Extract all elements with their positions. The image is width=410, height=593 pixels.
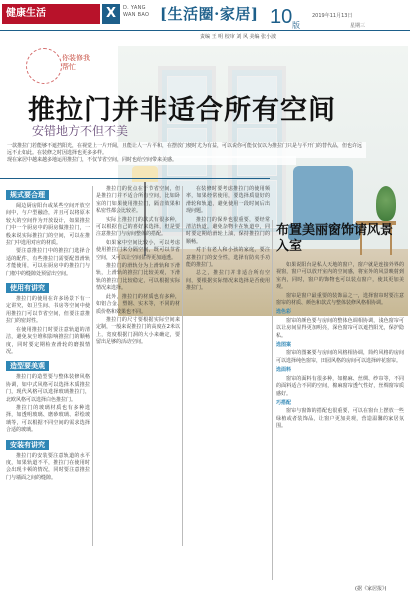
article-column-3 — [186, 186, 270, 294]
sidebar-subheading: 巧搭配 — [276, 399, 292, 406]
sidebar-title: 布置美丽窗饰请风景入室 — [276, 223, 394, 254]
plant-illustration — [376, 186, 396, 221]
article-column-1 — [6, 186, 90, 483]
paragraph: 推拉门的保养也很重要，要经常清洁轨道，避免杂物卡在轨道中，同时要定期给滑轮上油，保持推拉门的顺畅。 — [186, 216, 270, 245]
newspaper-logo: 健康生活 — [2, 4, 100, 24]
paragraph: 在装修时要考虑推拉门的使用频率，如果经常使用，要选择质量好的滑轮和轨道，避免使用一段时间后出现问题。 — [186, 186, 270, 215]
column-divider — [272, 220, 273, 580]
headline: 推拉门并非适合所有空间 — [28, 95, 336, 126]
header-rule — [0, 30, 410, 31]
sidebar-subheading: 选面料 — [276, 367, 292, 374]
page-label: 版 — [292, 21, 300, 30]
paragraph: 要注意推拉门中的推拉门选择合适的配件，有些推拉门需要配置滑轨才能使用，可以在厨房中的推拉门与门框中的缝隙处预留出空间。 — [6, 248, 90, 277]
paragraph: 推拉门的玻璃材质也有多种选择，如透明玻璃、磨砂玻璃、彩绘玻璃等，可以根据不同空间的需求选择合适的玻璃。 — [6, 404, 90, 434]
paragraph: 推拉门的滑轨分为上滑轨和下滑轨，上滑轨的推拉门比较美观，下滑轨的推拉门比较稳定，可以根据实际情况来选择。 — [96, 263, 180, 292]
paragraph: 在使用推拉门时要注意轨道的清洁，避免灰尘堆积影响推拉门的顺畅度，同时要定期检查滑轮的磨损情况。 — [6, 326, 90, 355]
paragraph: 如果说阳台是私人天地的窗户，窗户就是连接外界的视窗，窗户可以放开室内的空间感，将室外的风景映射到室内，同时，窗户的饰物也可以装点窗户，使其更加美观。 — [276, 262, 404, 291]
paragraph: 窗帘的面料有很多种，如棉麻、丝绸、纱帘等，不同的面料适合不同的空间，棉麻窗帘透气性好，丝绸窗帘质感好。 — [276, 375, 404, 397]
xd-badge-sub: D. YANG WAN BAO — [123, 5, 150, 18]
paragraph: 窗帘的颜色要与房间的整体色调相协调，浅色窗帘可以让房间显得更加明亮，深色窗帘可以遮挡阳光，保护隐私。 — [276, 317, 404, 339]
paragraph: 窗帘与窗饰的搭配也很重要，可以在窗台上摆放一些绿植或者装饰品，让窗户更加美观，营造温馨的家居氛围。 — [276, 408, 404, 430]
lead-paragraph: 现在家居中越来越多地运用推拉门，不仅节省空间，同时也给空间带来美感。 — [6, 156, 296, 165]
section-heading: 造型要美观 — [6, 361, 49, 371]
column-divider — [92, 186, 93, 546]
paragraph: 推拉门的使用在许多场景下有一定讲究，如卫生间、书房等空间中使用推拉门可以节省空间，但要注意推拉门的密封性。 — [6, 296, 90, 325]
source-byline: (据《家居报》) — [355, 586, 387, 592]
paragraph: 总之，推拉门并非适合所有空间，要根据实际情况来选择是否使用推拉门。 — [186, 270, 270, 292]
sidebar-article — [276, 262, 404, 432]
paragraph: 如果家中空间比较小，可以考虑使用推拉门来分隔空间，既可以节省空间，又可以让空间显得更加通透。 — [96, 239, 180, 261]
sidebar-subheading: 选图案 — [276, 342, 292, 349]
paragraph: 推拉门的尺寸要根据实际空间来定制，一般来说推拉门的高度在2米以上，宽度根据门洞的大小来确定，要留出足够的活动空间。 — [96, 316, 180, 346]
page-number: 10 — [270, 6, 293, 28]
paragraph: 推拉门的安装要注意轨道的水平度，如果轨道不平，推拉门在使用时会出现卡顿的情况，同时要注意推拉门与墙面之间的缝隙。 — [6, 452, 90, 481]
paragraph: 推拉门的造型要与整体装修风格协调，如中式风格可以选择木质推拉门，现代风格可以选择玻璃推拉门，北欧风格可以选择白色推拉门。 — [6, 374, 90, 403]
issue-weekday: 星期三 — [350, 23, 366, 29]
article-column-2 — [96, 186, 180, 348]
paragraph: 阔边厨房阳台或某些空间开放空间中，与户型融洽，并且可以将原本较大的空间作为开放设计，如果推拉门中一个厨房中的厨房做推拉门，一般来说实际推拉门的空间，可以在推拉门中选用对应的材质。 — [6, 203, 90, 247]
section-heading: 安装有讲究 — [6, 440, 49, 450]
column-divider — [182, 186, 183, 546]
page-header — [0, 0, 410, 40]
section-heading: 规式要合理 — [6, 190, 49, 200]
issue-date: 2019年11月13日 — [312, 13, 353, 19]
sidebar-subheading: 选色彩 — [276, 309, 292, 316]
column-badge: 你装修我帮忙 — [62, 54, 90, 71]
subheadline: 安错地方不但不美 — [32, 124, 129, 138]
paragraph: 对于有老人和小孩的家庭，要注意推拉门的安全性，选择有防夹手功能的推拉门。 — [186, 247, 270, 269]
photo-caption: 一款推拉门若能够不遮挡阳光，在视觉上一片开阔，且能让人一片平和，在摆放门便时尤为有益，可以说你可能仅仅以为推拉门只是与平开门的替代品，但也许远远不止如此。在装修之时因选择也更多多样。 — [6, 142, 366, 158]
editors-line: 责编 王 明 校审 刘 风 美编 张小波 — [200, 34, 277, 40]
paragraph: 实际上推拉门的款式有很多种，可以根据自己的喜好来选择，但是要注意推拉门与房间整体的搭配。 — [96, 216, 180, 238]
section-name: [生活圈·家居] — [160, 5, 259, 23]
paragraph: 此外，推拉门的材质也有多种，如铝合金、塑钢、实木等，不同的材质价格和效果也不同。 — [96, 293, 180, 315]
section-heading: 使用有讲究 — [6, 283, 49, 293]
xd-badge: X — [102, 4, 120, 24]
section-rule — [0, 178, 270, 179]
paragraph: 窗帘的图案要与房间的风格相协调，简约风格的房间可以选择纯色窗帘，田园风格的房间可以选择碎花窗帘。 — [276, 350, 404, 364]
column-badge-circle — [26, 48, 62, 84]
paragraph: 窗帘是窗户最重要的装饰品之一，选择窗帘时要注意窗帘的材质、颜色和款式与整体装修风格相协调。 — [276, 292, 404, 307]
paragraph: 推拉门的优点在于节省空间，但是推拉门并不适合所有空间，比如卧室的门如果使用推拉门，隔音效果和私密性都会比较差。 — [96, 186, 180, 215]
